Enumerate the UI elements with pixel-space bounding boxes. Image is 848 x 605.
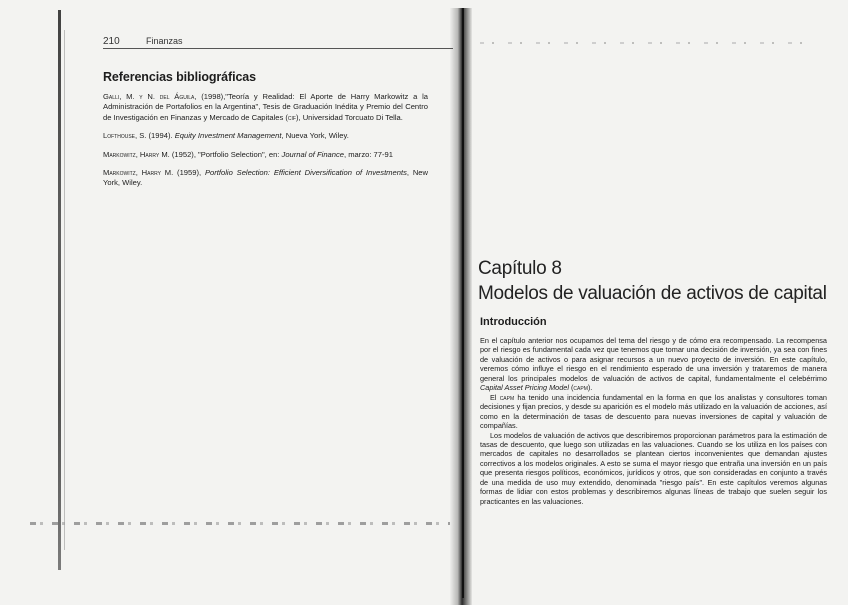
references-heading: Referencias bibliográficas	[103, 70, 257, 84]
references-section	[103, 70, 428, 197]
chapter-body	[480, 336, 827, 506]
reference-item: Galli, M. y N. del Águila, (1998),"Teoría y Realidad: El Aporte de Harry Markowitz a la Administración de Portafolios en la Argentina", Tesis de Graduación Inédita y Premio del Centro de Investigación en Finanzas y Mercado de Capitales (cif), Universidad Torcuato Di Tella.	[103, 92, 428, 122]
paragraph: El capm ha tenido una incidencia fundamental en la forma en que los analistas y consultores toman decisiones y fijan precios, y desde su aparición es el modelo más utilizado en la valuación de acciones, así como en la determinación de tasas de descuento para nuevas inversiones de capital y valuación de compañías.	[480, 392, 827, 431]
reference-title: Equity Investment Management	[174, 131, 282, 141]
reference-author: Markowitz, Harry M.	[103, 168, 174, 178]
scan-noise	[30, 522, 450, 525]
chapter-number: Capítulo 8	[478, 258, 562, 279]
running-head-rule	[103, 48, 453, 49]
gutter-fold-line	[462, 8, 464, 598]
reference-item: Lofthouse, S. (1994). Equity Investment Management, Nueva York, Wiley.	[103, 131, 349, 141]
reference-title: Journal of Finance	[281, 149, 345, 159]
page-edge-shadow	[58, 10, 61, 570]
paragraph: Los modelos de valuación de activos que describiremos proporcionan parámetros para la estimación de tasas de descuento, que luego son utilizadas en las valuaciones. Cuando se los utiliza en los países con mercados de capitales no desarrollados se plantean ciertos inconvenientes que demandan ajustes correctivos a los modelos originales. A esto se suma el mayor riesgo que entraña una inversión en un país que presenta riesgos políticos, económicos, jurídicos y otros, que son consideradas en conjunto a través de una medida de uso muy extendido, denominada "riesgo país". En este capítulos veremos algunas formas de lidiar con estos problemas y describiremos algunas líneas de trabajo que suelen seguir los practicantes en las valuaciones.	[480, 430, 827, 506]
page-edge-line	[64, 30, 65, 550]
reference-author: Lofthouse, S.	[103, 131, 147, 141]
scan-noise-right	[480, 42, 810, 44]
reference-item: Markowitz, Harry M. (1959), Portfolio Selection: Efficient Diversification of Investments, New York, Wiley.	[103, 168, 429, 188]
book-gutter	[450, 8, 472, 605]
running-head-title: Finanzas	[146, 36, 183, 46]
reference-author: Markowitz, Harry M.	[103, 149, 170, 159]
reference-author: Galli, M. y N. del Águila	[103, 92, 195, 101]
reference-title: Portfolio Selection: Efficient Diversification of Investments	[204, 168, 407, 178]
page-number: 210	[103, 36, 120, 47]
section-heading: Introducción	[480, 316, 547, 328]
paragraph: En el capítulo anterior nos ocupamos del tema del riesgo y de cómo era recompensado. La recompensa por el riesgo es fundamental cada vez que tenemos que tomar una decisión de inversión, ya sea con fines de valuación de activos o para asignar recursos a un nuevo proyecto de inversión. En este capítulo, veremos cómo influye el riesgo en el rendimiento esperado de una inversión y trataremos de manera general los principales modelos de valuación de activos de capital, fundamentalmente el celebérrimo Capital Asset Pricing Model (capm).	[480, 336, 827, 393]
reference-item: Markowitz, Harry M. (1952), "Portfolio Selection", en: Journal of Finance, marzo: 77-91	[103, 149, 393, 159]
chapter-title: Modelos de valuación de activos de capital	[478, 283, 827, 304]
